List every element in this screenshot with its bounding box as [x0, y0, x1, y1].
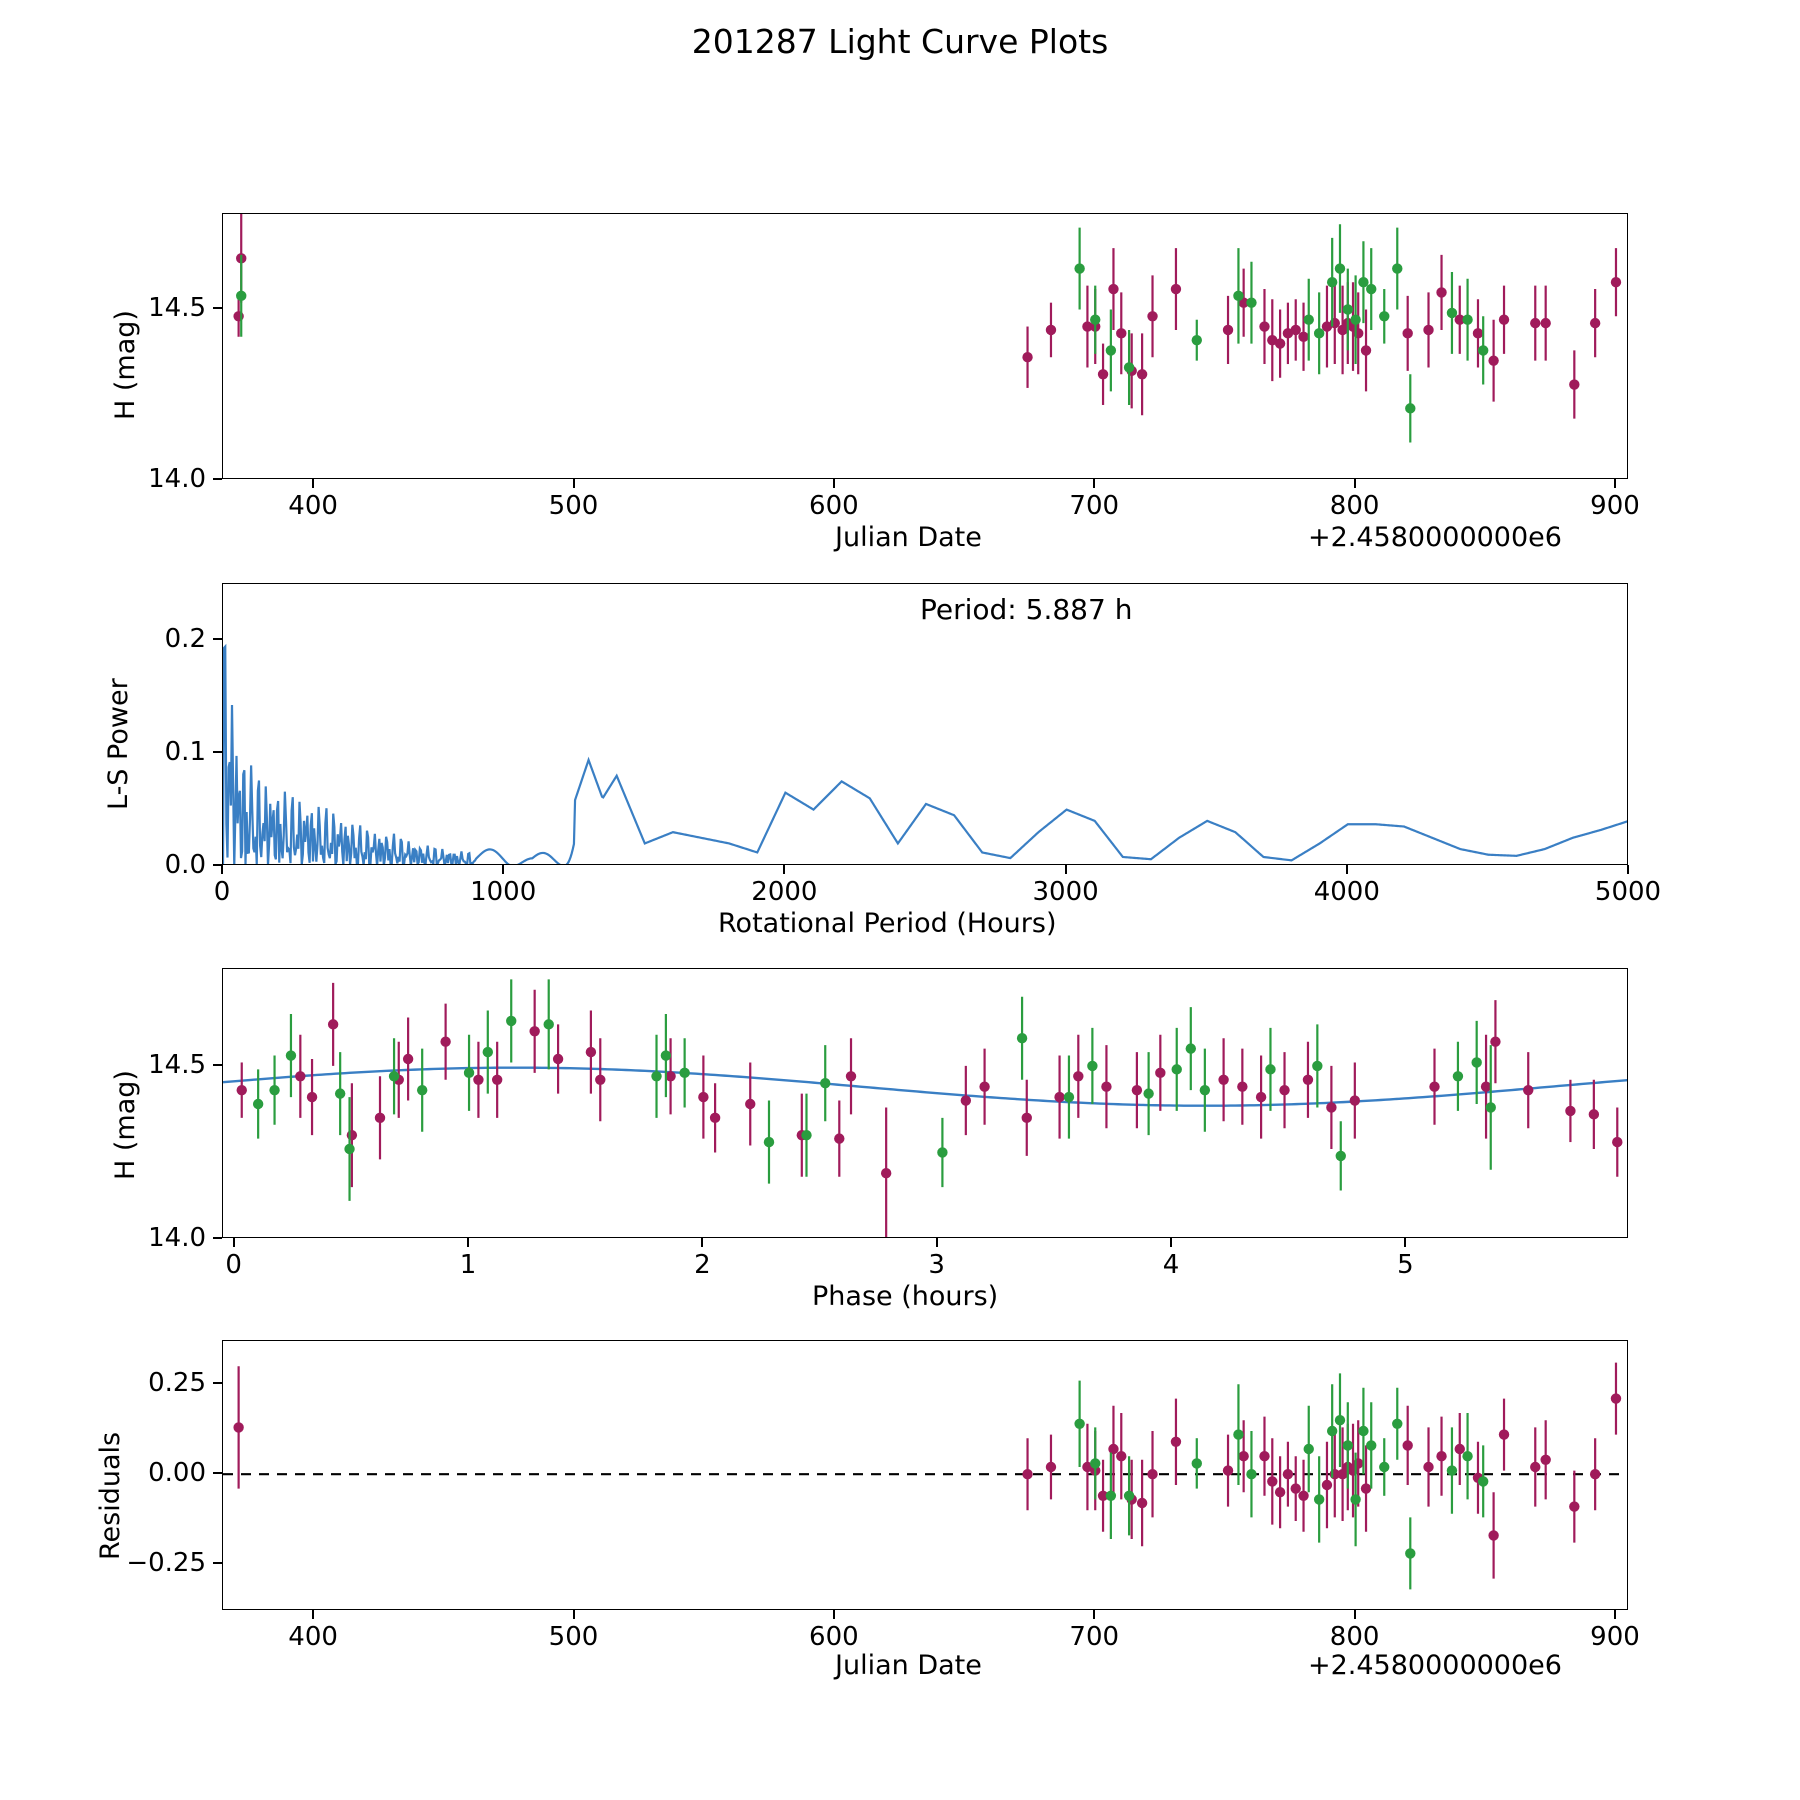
x-tick-mark — [573, 1610, 575, 1619]
x-tick-mark — [783, 865, 785, 874]
y-tick-mark — [213, 478, 222, 480]
x-tick-mark — [1614, 1610, 1616, 1619]
y-tick-mark — [213, 1382, 222, 1384]
x-tick-mark — [573, 479, 575, 488]
x-tick-label: 4 — [1162, 1250, 1180, 1280]
x-tick-mark — [701, 1238, 703, 1247]
lightcurve-ylabel: H (mag) — [110, 310, 141, 420]
x-tick-label: 800 — [1329, 1622, 1380, 1652]
x-tick-mark — [1093, 1610, 1095, 1619]
x-tick-mark — [1346, 865, 1348, 874]
x-tick-mark — [936, 1238, 938, 1247]
y-tick-mark — [213, 751, 222, 753]
x-tick-mark — [1354, 1610, 1356, 1619]
lightcurve-xlabel: Julian Date — [835, 522, 982, 553]
y-tick-label: 0.0 — [164, 850, 206, 880]
y-tick-mark — [213, 1237, 222, 1239]
x-tick-mark — [1354, 479, 1356, 488]
x-tick-label: 800 — [1329, 491, 1380, 521]
y-tick-label: 0.25 — [148, 1368, 206, 1399]
y-tick-label: 14.5 — [148, 1049, 206, 1080]
periodogram-plot-area — [223, 584, 1628, 865]
x-tick-label: 500 — [548, 491, 599, 521]
x-tick-mark — [833, 1610, 835, 1619]
residuals-plot-area — [223, 1341, 1628, 1610]
x-tick-label: 4000 — [1313, 877, 1380, 907]
periodogram-xlabel: Rotational Period (Hours) — [718, 908, 1057, 939]
x-tick-mark — [312, 1610, 314, 1619]
panel-residuals — [222, 1340, 1628, 1610]
y-tick-mark — [213, 307, 222, 309]
phased-ylabel: H (mag) — [110, 1070, 141, 1180]
panel-lightcurve — [222, 213, 1628, 479]
x-tick-label: 0 — [225, 1250, 242, 1280]
y-tick-label: 0.00 — [148, 1458, 206, 1489]
phased-plot-area — [223, 969, 1628, 1238]
y-tick-label: 14.0 — [148, 464, 206, 494]
x-tick-label: 3 — [928, 1250, 945, 1280]
x-tick-mark — [221, 865, 223, 874]
x-tick-mark — [233, 1238, 235, 1247]
y-tick-label: 0.1 — [164, 737, 206, 768]
x-tick-label: 2 — [694, 1250, 711, 1280]
x-tick-mark — [1093, 479, 1095, 488]
x-tick-mark — [467, 1238, 469, 1247]
x-tick-label: 900 — [1590, 491, 1640, 521]
phased-xlabel: Phase (hours) — [812, 1281, 999, 1312]
y-tick-label: 14.5 — [148, 293, 206, 324]
y-tick-mark — [213, 1472, 222, 1474]
y-tick-mark — [213, 864, 222, 866]
y-tick-mark — [213, 1064, 222, 1066]
y-tick-mark — [213, 1562, 222, 1564]
x-tick-mark — [1627, 865, 1629, 874]
x-tick-label: 5000 — [1594, 877, 1662, 907]
x-tick-label: 700 — [1069, 1622, 1120, 1652]
x-tick-mark — [1065, 865, 1067, 874]
x-tick-label: 600 — [809, 1622, 859, 1652]
residuals-ylabel: Residuals — [95, 1431, 126, 1560]
x-tick-mark — [502, 865, 504, 874]
y-tick-label: 0.2 — [164, 624, 206, 655]
lightcurve-x-offset: +2.4580000000e6 — [1308, 522, 1562, 553]
period-annotation: Period: 5.887 h — [920, 593, 1133, 626]
x-tick-label: 1000 — [470, 877, 537, 907]
x-tick-label: 5 — [1397, 1250, 1414, 1280]
x-tick-label: 900 — [1590, 1622, 1640, 1652]
panel-phased — [222, 968, 1628, 1238]
lightcurve-plot-area — [223, 214, 1628, 479]
x-tick-mark — [833, 479, 835, 488]
x-tick-label: 600 — [809, 491, 859, 521]
x-tick-label: 400 — [288, 491, 338, 521]
x-tick-label: 1 — [459, 1250, 477, 1280]
residuals-xlabel: Julian Date — [835, 1650, 982, 1681]
periodogram-ylabel: L-S Power — [103, 678, 134, 810]
x-tick-mark — [1404, 1238, 1406, 1247]
x-tick-mark — [312, 479, 314, 488]
x-tick-label: 3000 — [1032, 877, 1099, 907]
y-tick-label: 14.0 — [148, 1223, 206, 1253]
y-tick-label: −0.25 — [126, 1548, 206, 1579]
figure-title: 201287 Light Curve Plots — [691, 22, 1109, 61]
x-tick-label: 2000 — [751, 877, 818, 907]
x-tick-mark — [1170, 1238, 1172, 1247]
residuals-x-offset: +2.4580000000e6 — [1308, 1650, 1562, 1681]
x-tick-mark — [1614, 479, 1616, 488]
x-tick-label: 500 — [548, 1622, 599, 1652]
y-tick-mark — [213, 638, 222, 640]
x-tick-label: 700 — [1069, 491, 1120, 521]
x-tick-label: 400 — [288, 1622, 338, 1652]
x-tick-label: 0 — [213, 877, 231, 907]
